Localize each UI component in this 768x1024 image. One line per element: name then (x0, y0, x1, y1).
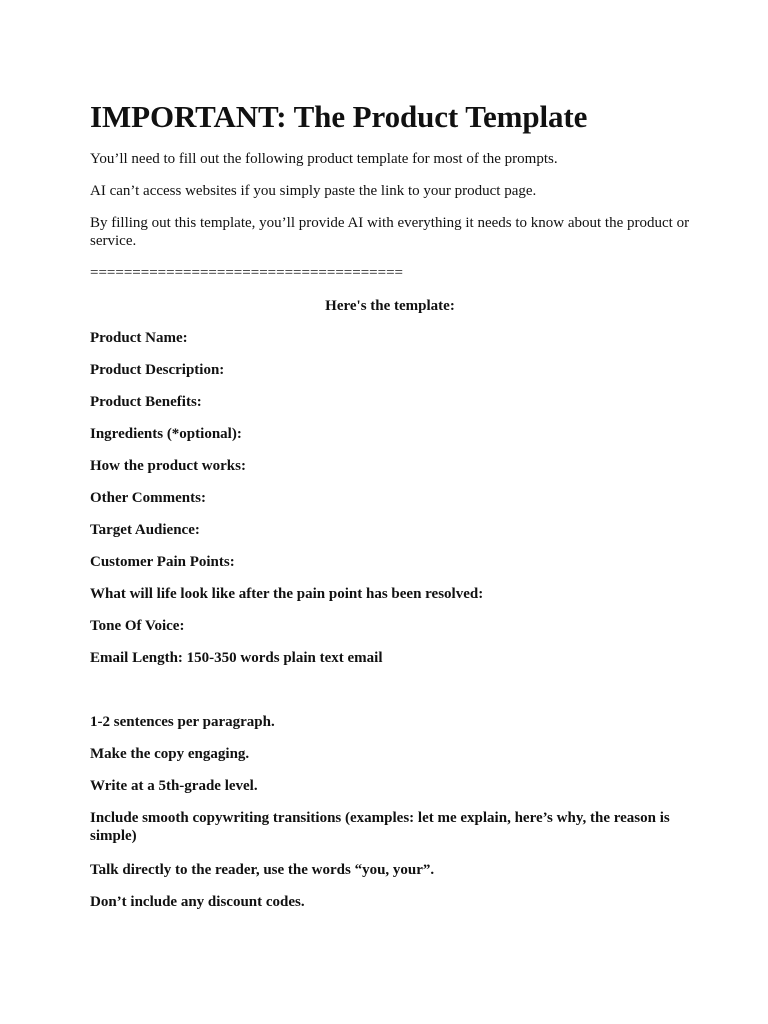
template-field: How the product works: (90, 458, 246, 474)
template-field: Product Name: (90, 330, 188, 346)
intro-paragraph: You’ll need to fill out the following product template for most of the prompts. (90, 151, 558, 167)
instruction-item: Write at a 5th-grade level. (90, 778, 258, 794)
template-field: What will life look like after the pain point has been resolved: (90, 586, 484, 602)
instruction-item: Make the copy engaging. (90, 746, 250, 762)
instruction-item: Don’t include any discount codes. (90, 894, 305, 910)
template-field: Email Length: 150-350 words plain text email (90, 650, 383, 666)
template-field: Target Audience: (90, 522, 200, 538)
template-field: Customer Pain Points: (90, 554, 235, 570)
page-title: IMPORTANT: The Product Template (90, 99, 588, 134)
divider-line: ===================================== (90, 265, 404, 281)
template-field: Ingredients (*optional): (90, 426, 242, 442)
document-page (90, 0, 690, 1024)
template-field: Product Benefits: (90, 394, 202, 410)
template-heading: Here's the template: (325, 298, 455, 314)
template-field: Product Description: (90, 362, 225, 378)
template-field: Tone Of Voice: (90, 618, 185, 634)
instruction-item: Talk directly to the reader, use the words “you, your”. (90, 862, 435, 878)
template-field: Other Comments: (90, 490, 206, 506)
instruction-item: Include smooth copywriting transitions (examples: let me explain, here’s why, the reason is simple) (90, 810, 670, 844)
intro-paragraph: By filling out this template, you’ll provide AI with everything it needs to know about the product or service. (90, 215, 690, 249)
intro-paragraph: AI can’t access websites if you simply paste the link to your product page. (90, 183, 537, 199)
instruction-item: 1-2 sentences per paragraph. (90, 714, 275, 730)
